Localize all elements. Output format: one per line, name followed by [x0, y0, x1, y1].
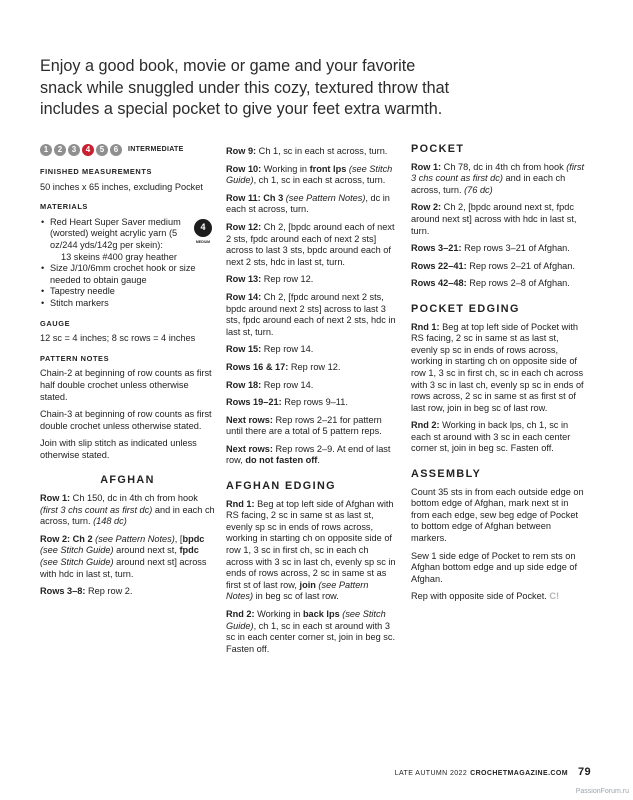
pattern-note-1: Chain-2 at beginning of row counts as first half double crochet unless otherwise stated. — [40, 368, 212, 402]
materials-yarn: • Red Heart Super Saver medium (worsted) weight acrylic yarn (5 oz/244 yds/142g per skein): 13 skeins #400 gray heather — [50, 217, 215, 263]
skill-level-3: 3 — [68, 144, 80, 156]
assembly-step-1: Count 35 sts in from each outside edge on bottom edge of Afghan, mark next st in from each edge, sew beg edge of Pocket to bottom edge of Afghan between markers. — [411, 486, 584, 544]
assembly-heading: ASSEMBLY — [411, 468, 482, 481]
skill-level-4: 4 — [82, 144, 94, 156]
end-mark: C! — [549, 591, 560, 602]
afghan-row-13: Row 13: Rep row 12. — [226, 274, 314, 285]
afghan-row-2: Row 2: Ch 2 (see Pattern Notes), [bpdc (see Stitch Guide) around next st, fpdc (see Stitch Guide) around next st] across with hdc in last st, turn. — [40, 533, 207, 579]
column-3 — [411, 144, 586, 609]
afghan-row-15: Row 15: Rep row 14. — [226, 344, 314, 355]
materials-label: MATERIALS — [40, 202, 88, 212]
page-footer — [395, 766, 591, 778]
skill-level-1: 1 — [40, 144, 52, 156]
afghan-heading: AFGHAN — [100, 474, 155, 487]
column-1 — [40, 144, 215, 604]
afghan-row-14: Row 14: Ch 2, [fpdc around next 2 sts, bpdc around next 2 sts] across to last 3 sts, fpdc around each of next 2 sts, hdc in last st, turn. — [226, 291, 396, 337]
finished-text: 50 inches x 65 inches, excluding Pocket — [40, 181, 203, 192]
materials-needle: • Tapestry needle — [50, 286, 215, 298]
watermark: PassionForum.ru — [575, 788, 629, 795]
footer-issue: LATE AUTUMN 2022 — [394, 770, 468, 777]
afghan-rows-3-8: Rows 3–8: Rep row 2. — [40, 586, 133, 597]
afghan-rows-19-21: Rows 19–21: Rep rows 9–11. — [226, 397, 348, 408]
afghan-row-18: Row 18: Rep row 14. — [226, 379, 314, 390]
afghan-row-1: Row 1: Ch 150, dc in 4th ch from hook (first 3 chs count as first dc) and in each ch across, turn. (148 dc) — [40, 493, 215, 527]
finished-label: FINISHED MEASUREMENTS — [40, 167, 152, 176]
afghan-edging-heading: AFGHAN EDGING — [226, 480, 336, 493]
pattern-notes-label: PATTERN NOTES — [40, 353, 110, 363]
intro-text: Enjoy a good book, movie or game and your favorite snack while snuggled under this cozy, textured throw that includes a special pocket to give your feet extra warmth. — [40, 57, 450, 118]
afghan-next-rows-1: Next rows: Rep rows 2–21 for pattern until there are a total of 5 pattern reps. — [226, 414, 382, 437]
pattern-note-2: Chain-3 at beginning of row counts as first double crochet unless otherwise stated. — [40, 409, 212, 431]
pocket-edging-rnd-1: Rnd 1: Beg at top left side of Pocket with RS facing, 2 sc in same st as last st, evenly sp sc in ends of rows across, working in starting ch on opposite side of row 1, 3 sc in first ch, sc in each ch across with 3 sc in last ch, evenly sp sc in ends of rows across, 2 sc in same st as first st of last row, join in beg sc of last row. — [411, 321, 584, 413]
afghan-rows-16-17: Rows 16 & 17: Rep row 12. — [226, 361, 341, 372]
afghan-edging-rnd-2: Rnd 2: Working in back lps (see Stitch Guide), ch 1, sc in each st around with 3 sc in each center corner st, join in beg sc. Fasten off. — [226, 609, 396, 654]
assembly-step-3: Rep with opposite side of Pocket. C! — [411, 591, 560, 602]
skill-level-5: 5 — [96, 144, 108, 156]
afghan-row-9: Row 9: Ch 1, sc in each st across, turn. — [226, 146, 388, 156]
materials-yarn-sub: 13 skeins #400 gray heather — [61, 251, 177, 262]
pocket-rows-22-41: Rows 22–41: Rep rows 2–21 of Afghan. — [411, 260, 575, 271]
yarn-weight-label: MEDIUM — [195, 239, 211, 244]
gauge-label: GAUGE — [40, 318, 71, 328]
gauge-text: 12 sc = 4 inches; 8 sc rows = 4 inches — [40, 333, 196, 344]
pocket-row-1: Row 1: Ch 78, dc in 4th ch from hook (first 3 chs count as first dc) and in each ch across, turn. (76 dc) — [411, 161, 585, 195]
skill-level-2: 2 — [54, 144, 66, 156]
materials-block — [40, 217, 215, 310]
afghan-next-rows-2: Next rows: Rep rows 2–9. At end of last row, do not fasten off. — [226, 443, 391, 466]
skill-level-6: 6 — [110, 144, 122, 156]
pocket-edging-heading: POCKET EDGING — [411, 302, 520, 315]
pocket-edging-rnd-2: Rnd 2: Working in back lps, ch 1, sc in each st around with 3 sc in each center corner st, join in beg sc. Fasten off. — [411, 420, 571, 454]
pocket-row-2: Row 2: Ch 2, [bpdc around next st, fpdc around next st] across with hdc in last st, turn. — [411, 202, 577, 236]
assembly-step-2: Sew 1 side edge of Pocket to rem sts on Afghan bottom edge and up side edge of Afghan. — [411, 550, 578, 584]
skill-level-label: INTERMEDIATE — [128, 146, 184, 154]
footer-site: CROCHETMAGAZINE.COM — [470, 770, 568, 777]
pattern-note-3: Join with slip stitch as indicated unless otherwise stated. — [40, 438, 197, 460]
afghan-edging-rnd-1: Rnd 1: Beg at top left side of Afghan with RS facing, 2 sc in same st as last st, evenly sp sc in ends of rows across, working in starting ch on opposite side of row 1, 3 sc in first ch, sc in each ch across with 3 sc in last ch, evenly sp sc in ends of rows across, 2 sc in same st as first st of last row, join (see Pattern Notes) in beg sc of last row. — [226, 498, 396, 602]
column-2 — [226, 146, 398, 661]
yarn-weight-number: 4 — [194, 219, 212, 237]
skill-level — [40, 144, 215, 156]
page-number: 79 — [577, 766, 591, 778]
afghan-row-12: Row 12: Ch 2, [bpdc around each of next 2 sts, fpdc around each of next 2 sts] across to last 3 sts, bpdc around each of next 2 sts, hdc in last st, turn. — [226, 221, 395, 267]
pocket-rows-3-21: Rows 3–21: Rep rows 3–21 of Afghan. — [411, 243, 570, 254]
pocket-heading: POCKET — [411, 143, 465, 155]
afghan-row-10: Row 10: Working in front lps (see Stitch Guide), ch 1, sc in each st across, turn. — [226, 163, 393, 186]
materials-list — [40, 217, 215, 310]
afghan-row-11: Row 11: Ch 3 (see Pattern Notes), dc in each st across, turn. — [226, 192, 390, 215]
materials-hook: • Size J/10/6mm crochet hook or size needed to obtain gauge — [50, 263, 215, 286]
materials-markers: • Stitch markers — [50, 298, 215, 310]
pocket-rows-42-48: Rows 42–48: Rep rows 2–8 of Afghan. — [411, 278, 570, 289]
